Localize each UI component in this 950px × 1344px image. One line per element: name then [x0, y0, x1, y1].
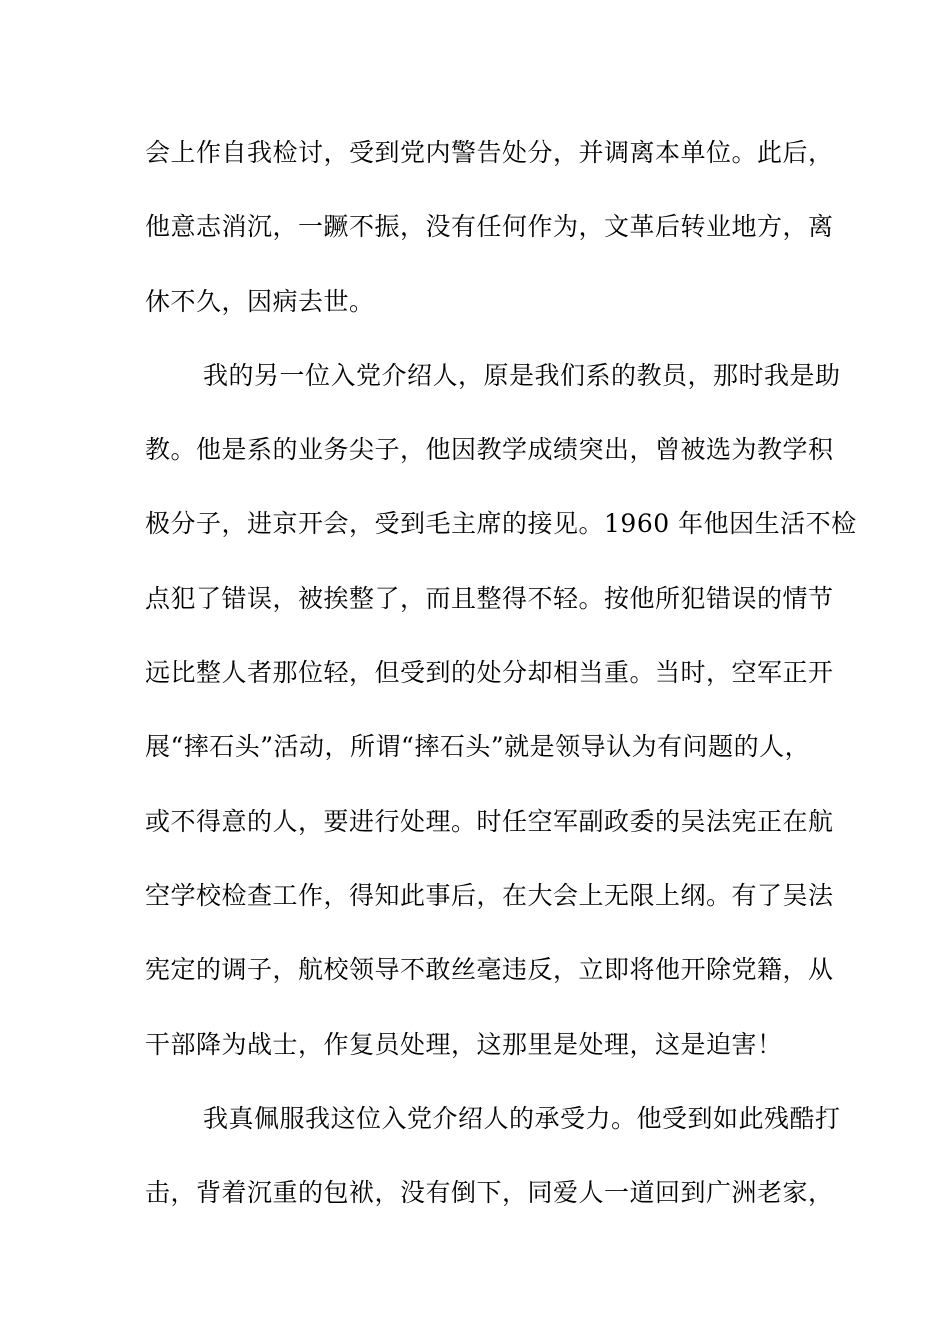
- text-line: 远比整人者那位轻，但受到的处分却相当重。当时，空军正开: [145, 658, 834, 688]
- text-line: 空学校检查工作，得知此事后，在大会上无限上纲。有了吴法: [145, 880, 834, 910]
- text-line: 休不久，因病去世。: [145, 286, 375, 316]
- text-line: 展“摔石头”活动，所谓“摔石头”就是领导认为有问题的人，: [145, 732, 811, 762]
- text-line: 极分子，进京开会，受到毛主席的接见。1960 年他因生活不检: [145, 509, 857, 539]
- text-line: 点犯了错误，被挨整了，而且整得不轻。按他所犯错误的情节: [145, 583, 834, 613]
- paragraph-start-line: 我的另一位入党介绍人，原是我们系的教员，那时我是助: [203, 360, 841, 390]
- text-line: 宪定的调子，航校领导不敢丝毫违反，立即将他开除党籍，从: [145, 955, 834, 985]
- paragraph-start-line: 我真佩服我这位入党介绍人的承受力。他受到如此残酷打: [203, 1103, 841, 1133]
- text-line: 教。他是系的业务尖子，他因教学成绩突出，曾被选为教学积: [145, 435, 834, 465]
- text-line: 他意志消沉，一蹶不振，没有任何作为，文革后转业地方，离: [145, 212, 834, 242]
- text-line: 或不得意的人，要进行处理。时任空军副政委的吴法宪正在航: [145, 806, 834, 836]
- text-line: 击，背着沉重的包袱，没有倒下，同爱人一道回到广洲老家，: [145, 1178, 834, 1208]
- text-line: 会上作自我检讨，受到党内警告处分，并调离本单位。此后，: [145, 138, 834, 167]
- body-text: [145, 128, 857, 1242]
- text-line: 干部降为战士，作复员处理，这那里是处理，这是迫害！: [145, 1029, 783, 1059]
